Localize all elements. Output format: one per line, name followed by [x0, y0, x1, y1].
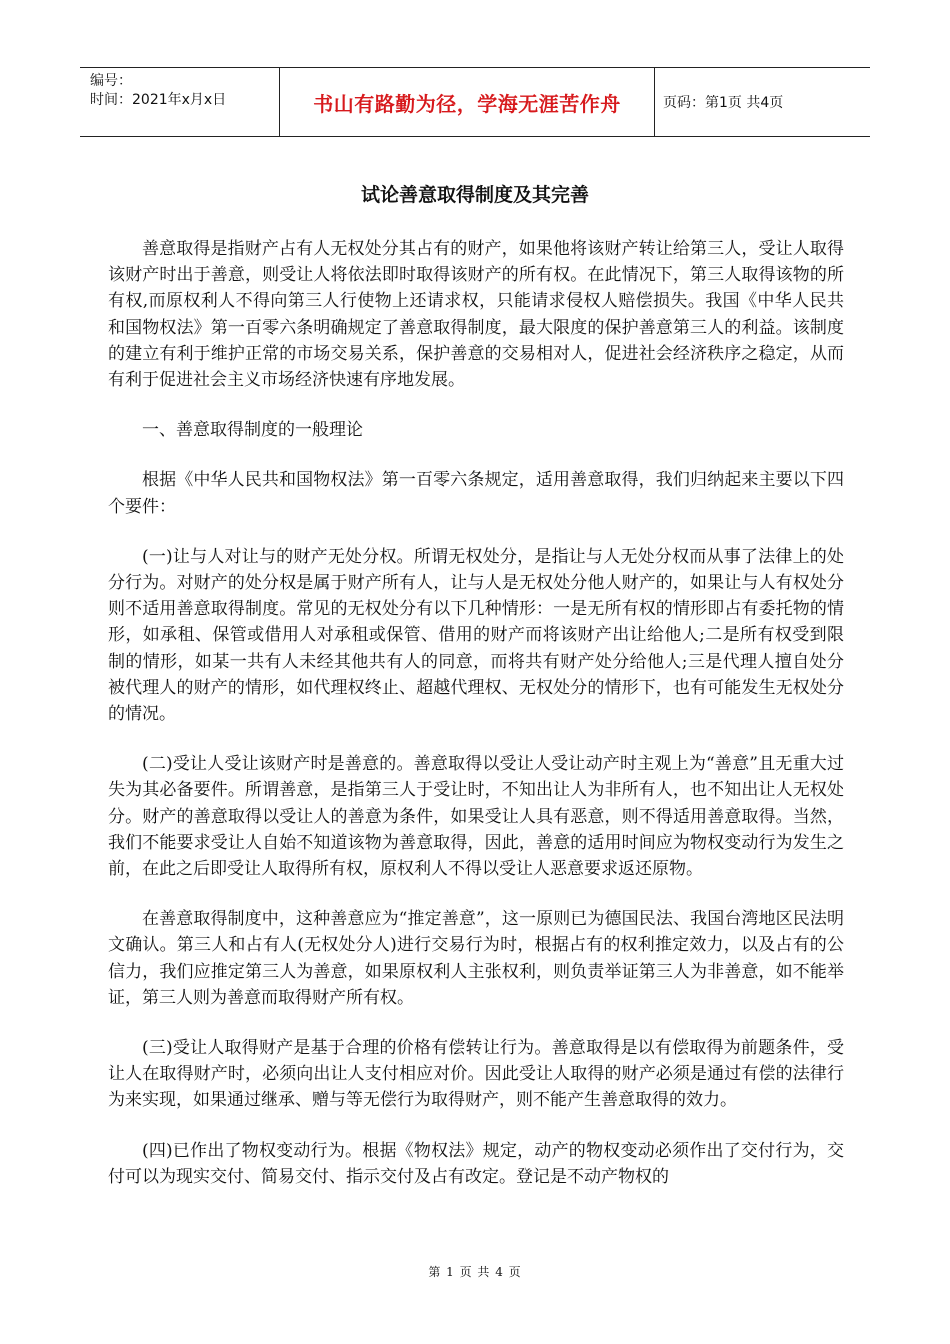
number-label: 编号： — [90, 73, 132, 89]
paragraph-requirement-2: (二)受让人受让该财产时是善意的。善意取得以受让人受让动产时主观上为“善意”且无重大过失为其必备要件。所谓善意，是指第三人于受让时，不知出让人为非所有人，也不知出让人无权处分。财产的善意取得以受让人的善意为条件，如果受让人具有恶意，则不得适用善意取得。当然，我们不能要求受让人自始不知道该物为善意取得，因此，善意的适用时间应为物权变动行为发生之前，在此之后即受让人取得所有权，原权利人不得以受让人恶意要求返还原物。 — [108, 754, 844, 880]
section-heading-general-theory: 一、善意取得制度的一般理论 — [142, 420, 363, 441]
time-label: 时间：2021年x月x日 — [90, 92, 227, 108]
paragraph-intro: 善意取得是指财产占有人无权处分其占有的财产，如果他将该财产转让给第三人，受让人取得该财产时出于善意，则受让人将依法即时取得该财产的所有权。在此情况下，第三人取得该物的所有权,而原权利人不得向第三人行使物上还请求权，只能请求侵权人赔偿损失。我国《中华人民共和国物权法》第一百零六条明确规定了善意取得制度，最大限度的保护善意第三人的利益。该制度的建立有利于维护正常的市场交易关系，保护善意的交易相对人，促进社会经济秩序之稳定，从而有利于促进社会主义市场经济快速有序地发展。 — [108, 239, 844, 391]
page-footer: 第 1 页 共 4 页 — [428, 1265, 522, 1279]
document-body — [108, 236, 844, 1214]
paragraph-requirements-intro: 根据《中华人民共和国物权法》第一百零六条规定，适用善意取得，我们归纳起来主要以下四个要件： — [108, 470, 844, 517]
motto-text: 书山有路勤为径，学海无涯苦作舟 — [313, 91, 621, 116]
document-title: 试论善意取得制度及其完善 — [360, 184, 589, 206]
paragraph-requirement-3: (三)受让人取得财产是基于合理的价格有偿转让行为。善意取得是以有偿取得为前题条件，受让人在取得财产时，必须向出让人支付相应对价。因此受让人取得的财产必须是通过有偿的法律行为来实现，如果通过继承、赠与等无偿行为取得财产，则不能产生善意取得的效力。 — [108, 1038, 844, 1111]
motto-cell — [280, 68, 655, 136]
paragraph-requirement-4: (四)已作出了物权变动行为。根据《物权法》规定，动产的物权变动必须作出了交付行为，交付可以为现实交付、简易交付、指示交付及占有改定。登记是不动产物权的 — [108, 1140, 844, 1187]
paragraph-presumed-good-faith: 在善意取得制度中，这种善意应为“推定善意”，这一原则已为德国民法、我国台湾地区民法明文确认。第三人和占有人(无权处分人)进行交易行为时，根据占有的权利推定效力，以及占有的公信力，我们应推定第三人为善意，如果原权利人主张权利，则负责举证第三人为非善意，如不能举证，第三人则为善意而取得财产所有权。 — [108, 909, 844, 1008]
page-code-text: 页码：第1页 共4页 — [663, 95, 784, 111]
paragraph-requirement-1: (一)让与人对让与的财产无处分权。所谓无权处分，是指让与人无处分权而从事了法律上的处分行为。对财产的处分权是属于财产所有人，让与人是无权处分他人财产的，如果让与人有权处分则不适用善意取得制度。常见的无权处分有以下几种情形：一是无所有权的情形即占有委托物的情形，如承租、保管或借用人对承租或保管、借用的财产而将该财产出让给他人;二是所有权受到限制的情形，如某一共有人未经其他共有人的同意，而将共有财产处分给他人;三是代理人擅自处分被代理人的财产的情形，如代理权终止、超越代理权、无权处分的情形下，也有可能发生无权处分的情况。 — [108, 546, 844, 725]
page-code-cell — [655, 68, 870, 136]
document-header — [80, 67, 870, 137]
header-meta-cell — [80, 68, 280, 136]
